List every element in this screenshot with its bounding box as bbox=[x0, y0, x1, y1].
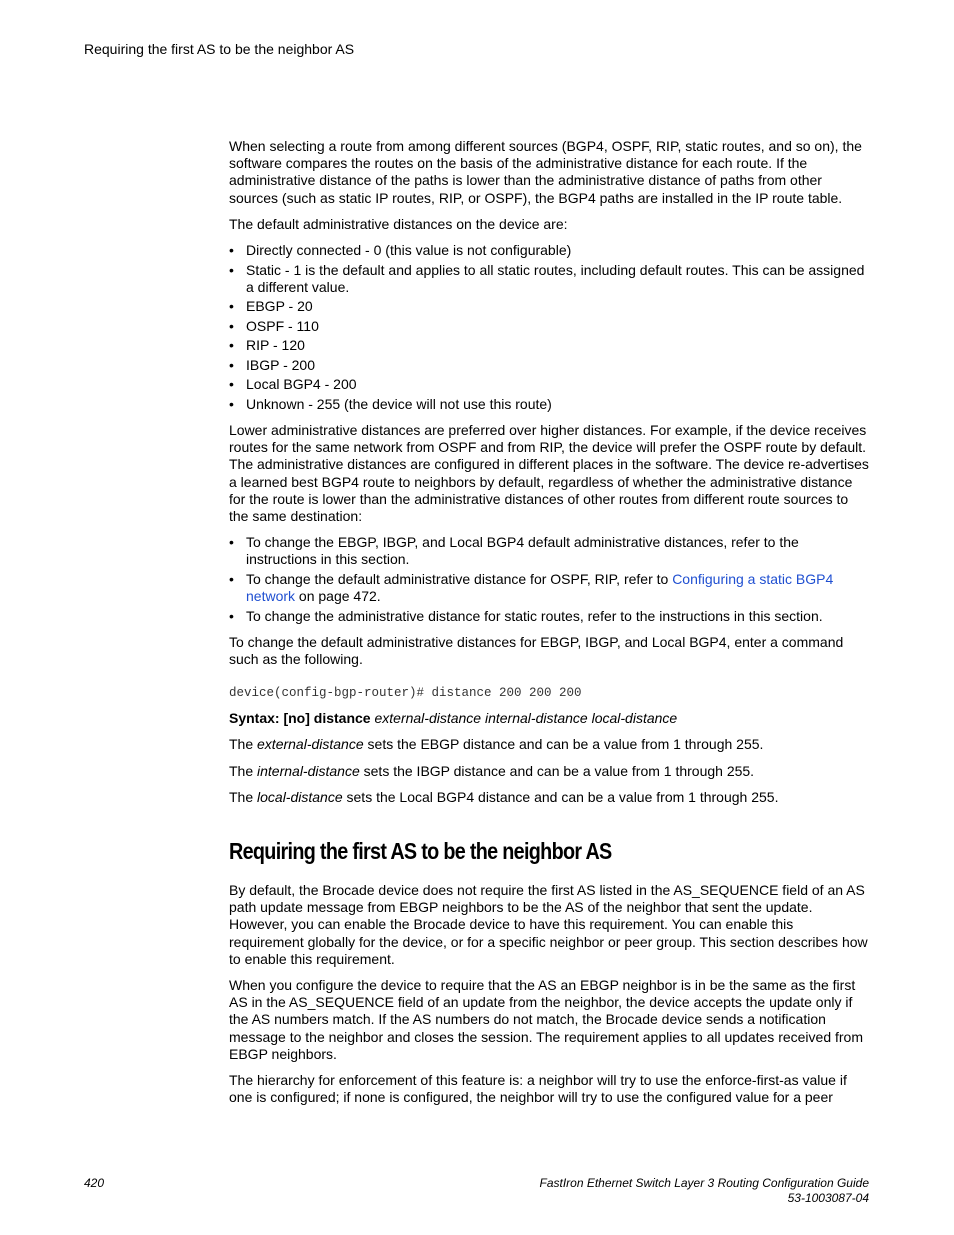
list-item: • EBGP - 20 bbox=[229, 298, 313, 315]
bullet-icon: • bbox=[229, 317, 234, 334]
code-example: device(config-bgp-router)# distance 200 200 200 bbox=[229, 686, 582, 701]
document-title: FastIron Ethernet Switch Layer 3 Routing Configuration Guide bbox=[539, 1176, 869, 1190]
list-item: • To change the EBGP, IBGP, and Local BGP4 default administrative distances, refer to the instructions in this section. bbox=[229, 534, 799, 568]
param-description: The internal-distance sets the IBGP distance and can be a value from 1 through 255. bbox=[229, 762, 755, 779]
list-item: • Directly connected - 0 (this value is not configurable) bbox=[229, 242, 572, 259]
bullet-icon: • bbox=[229, 534, 234, 551]
bullet-icon: • bbox=[229, 337, 234, 354]
page-number: 420 bbox=[84, 1176, 105, 1190]
bullet-icon: • bbox=[229, 570, 234, 587]
bullet-icon: • bbox=[229, 242, 234, 259]
section-heading: Requiring the first AS to be the neighbor AS bbox=[229, 837, 612, 864]
document-number: 53-1003087-04 bbox=[787, 1191, 869, 1205]
section-paragraph: When you configure the device to require that the AS an EBGP neighbor is in be the same as the first AS in the AS_SEQUENCE field of an update from the neighbor, the device accepts the update only if the AS numbers match. If the AS numbers do not match, the Brocade device sends a notification message to the neighbor and closes the session. The requirement applies to all updates received from EBGP neighbors. bbox=[229, 976, 863, 1062]
distance-list bbox=[229, 242, 869, 413]
running-header: Requiring the first AS to be the neighbor AS bbox=[84, 41, 355, 57]
list-item: • To change the default administrative distance for OSPF, RIP, refer to Configuring a static BGP4 network on page 472. bbox=[229, 570, 834, 605]
list-item: • Unknown - 255 (the device will not use this route) bbox=[229, 395, 552, 412]
syntax-line bbox=[229, 710, 869, 727]
bullet-icon: • bbox=[229, 395, 234, 412]
static-bgp4-network-link[interactable]: Configuring a static BGP4 network bbox=[246, 570, 834, 605]
section-paragraph: By default, the Brocade device does not require the first AS listed in the AS_SEQUENCE field of an AS path update message from EBGP neighbors to be the AS of the neighbor that sent the update. However, you can enable the Brocade device to have this requirement. You can enable this requirement globally for the device, or for a specific neighbor or peer group. This section describes how to enable this requirement. bbox=[229, 881, 868, 967]
list-item: • RIP - 120 bbox=[229, 337, 305, 354]
bullet-icon: • bbox=[229, 261, 234, 278]
distances-intro: The default administrative distances on the device are: bbox=[229, 215, 568, 232]
list-item: • OSPF - 110 bbox=[229, 317, 319, 334]
list-item: • To change the administrative distance for static routes, refer to the instructions in this section. bbox=[229, 607, 823, 624]
intro-paragraph: When selecting a route from among different sources (BGP4, OSPF, RIP, static routes, and so on), the software compares the routes on the basis of the administrative distance for each route. If the administrative distance of the paths is lower than the administrative distance of paths from other sources (such as static IP routes, RIP, or OSPF), the BGP4 paths are installed in the IP route table. bbox=[229, 138, 862, 206]
bullet-icon: • bbox=[229, 356, 234, 373]
param-description: The local-distance sets the Local BGP4 distance and can be a value from 1 through 255. bbox=[229, 788, 779, 805]
param-description: The external-distance sets the EBGP distance and can be a value from 1 through 255. bbox=[229, 736, 764, 753]
syntax-label: Syntax: [no] distance bbox=[229, 710, 371, 727]
list-item: • Static - 1 is the default and applies to all static routes, including default routes. This can be assigned a different value. bbox=[229, 261, 865, 295]
section-paragraph: The hierarchy for enforcement of this feature is: a neighbor will try to use the enforce-first-as value if one is configured; if none is configured, the neighbor will try to use the configured value for a peer bbox=[229, 1072, 847, 1106]
list-item: • Local BGP4 - 200 bbox=[229, 376, 357, 393]
syntax-params: external-distance internal-distance local-distance bbox=[374, 710, 678, 727]
bullet-icon: • bbox=[229, 607, 234, 624]
preference-paragraph: Lower administrative distances are preferred over higher distances. For example, if the device receives routes for the same network from OSPF and from RIP, the device will prefer the OSPF route by default. The administrative distances are configured in different places in the software. The device re-advertises a learned best BGP4 route to neighbors by default, regardless of whether the administrative distance for the route is lower than the administrative distances of other routes from different route sources to the same destination: bbox=[229, 421, 869, 524]
change-instructions-list bbox=[229, 534, 869, 625]
command-intro: To change the default administrative distances for EBGP, IBGP, and Local BGP4, enter a command such as the following. bbox=[229, 633, 844, 667]
document-footer bbox=[539, 1176, 869, 1206]
body-column bbox=[229, 138, 869, 1115]
bullet-icon: • bbox=[229, 376, 234, 393]
list-item: • IBGP - 200 bbox=[229, 356, 316, 373]
bullet-icon: • bbox=[229, 298, 234, 315]
